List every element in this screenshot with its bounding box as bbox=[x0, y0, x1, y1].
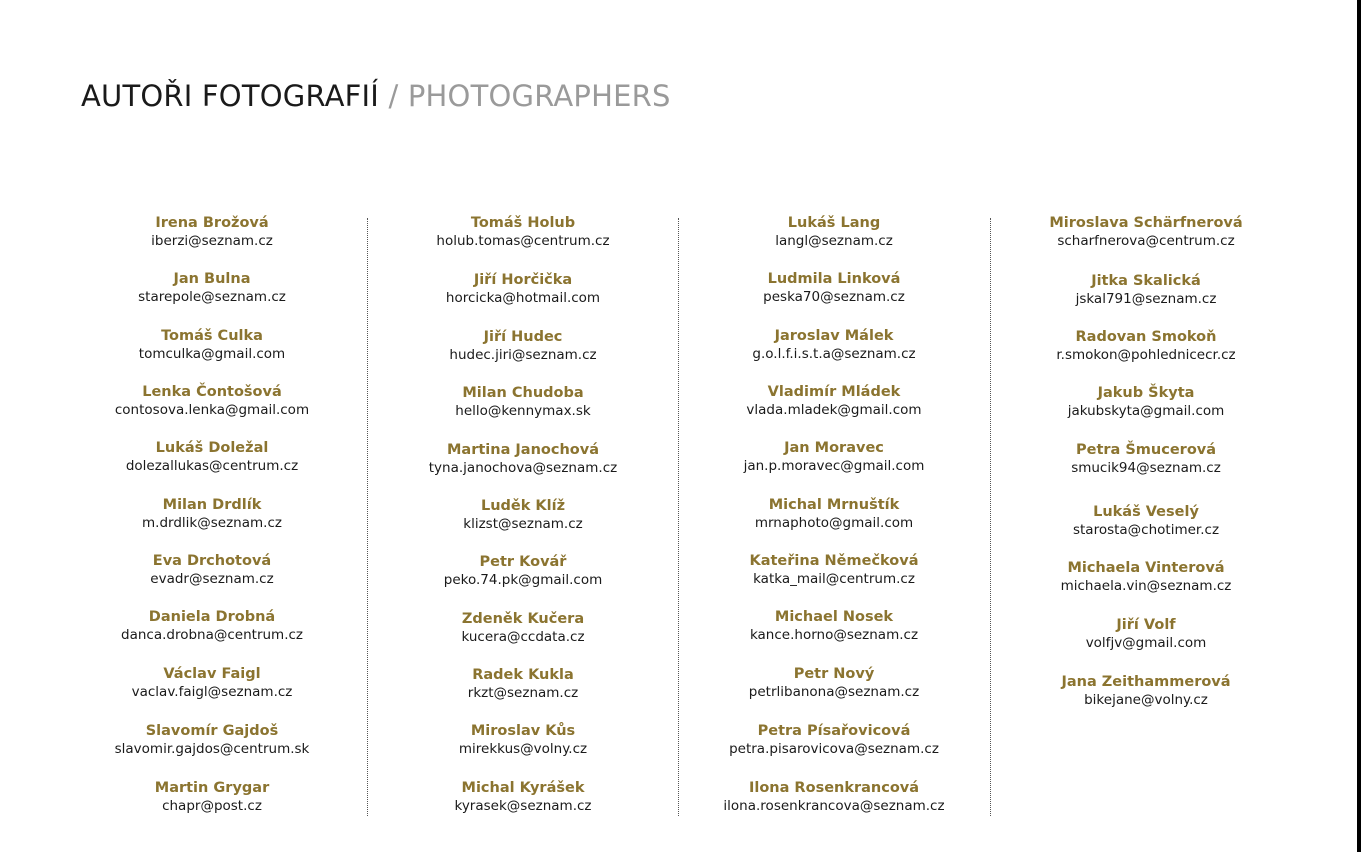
photographer-entry bbox=[996, 271, 1296, 307]
photographer-entry bbox=[373, 721, 673, 757]
photographer-email[interactable]: g.o.l.f.i.s.t.a@seznam.cz bbox=[752, 346, 916, 362]
photographer-name: Jan Moravec bbox=[784, 440, 884, 456]
photographer-name: Lukáš Veselý bbox=[1093, 504, 1199, 520]
photographer-entry bbox=[684, 721, 984, 757]
photographer-name: Radek Kukla bbox=[472, 667, 574, 683]
photographer-email[interactable]: starepole@seznam.cz bbox=[138, 289, 286, 305]
photographer-name: Kateřina Němečková bbox=[749, 553, 919, 569]
photographer-entry bbox=[684, 607, 984, 643]
photographer-email[interactable]: scharfnerova@centrum.cz bbox=[1057, 233, 1235, 249]
photographer-email[interactable]: petra.pisarovicova@seznam.cz bbox=[729, 741, 939, 757]
photographer-name: Michael Nosek bbox=[774, 609, 894, 625]
photographer-entry bbox=[373, 665, 673, 701]
photographer-entry bbox=[373, 327, 673, 363]
photographer-entry bbox=[62, 495, 362, 531]
photographer-email[interactable]: smucik94@seznam.cz bbox=[1071, 460, 1221, 476]
photographer-name: Daniela Drobná bbox=[148, 609, 276, 625]
photographer-email[interactable]: hello@kennymax.sk bbox=[455, 403, 591, 419]
photographer-name: Michaela Vinterová bbox=[1067, 560, 1225, 576]
photographer-email[interactable]: horcicka@hotmail.com bbox=[445, 290, 601, 306]
photographer-email[interactable]: holub.tomas@centrum.cz bbox=[436, 233, 610, 249]
photographer-entry bbox=[62, 269, 362, 305]
photographer-entry bbox=[996, 383, 1296, 419]
photographer-email[interactable]: vaclav.faigl@seznam.cz bbox=[131, 684, 293, 700]
photographer-name: Václav Faigl bbox=[163, 666, 261, 682]
photographer-entry bbox=[373, 778, 673, 814]
photographer-entry bbox=[996, 213, 1296, 249]
photographer-email[interactable]: slavomir.gajdos@centrum.sk bbox=[114, 741, 310, 757]
page-title-separator: / bbox=[379, 79, 408, 113]
photographer-name: Michal Mrnuštík bbox=[768, 497, 900, 513]
photographer-email[interactable]: contosova.lenka@gmail.com bbox=[114, 402, 310, 418]
photographer-name: Petr Nový bbox=[793, 666, 875, 682]
photographer-entry bbox=[684, 269, 984, 305]
photographer-entry bbox=[684, 382, 984, 418]
photographer-name: Jaroslav Málek bbox=[774, 328, 894, 344]
photographer-email[interactable]: bikejane@volny.cz bbox=[1084, 692, 1208, 708]
photographer-entry bbox=[373, 270, 673, 306]
photographer-email[interactable]: evadr@seznam.cz bbox=[150, 571, 274, 587]
photographer-entry bbox=[62, 721, 362, 757]
photographer-email[interactable]: volfjv@gmail.com bbox=[1085, 635, 1207, 651]
photographer-name: Eva Drchotová bbox=[152, 553, 272, 569]
photographer-entry bbox=[684, 326, 984, 362]
column-divider bbox=[678, 218, 679, 816]
photographer-email[interactable]: mrnaphoto@gmail.com bbox=[754, 515, 914, 531]
photographer-email[interactable]: chapr@post.cz bbox=[162, 798, 262, 814]
photographer-email[interactable]: langl@seznam.cz bbox=[775, 233, 893, 249]
photographer-email[interactable]: jan.p.moravec@gmail.com bbox=[743, 458, 925, 474]
photographer-email[interactable]: peko.74.pk@gmail.com bbox=[443, 572, 603, 588]
photographer-email[interactable]: ilona.rosenkrancova@seznam.cz bbox=[723, 798, 945, 814]
photographer-entry bbox=[373, 213, 673, 249]
photographer-email[interactable]: peska70@seznam.cz bbox=[763, 289, 905, 305]
photographer-email[interactable]: kance.horno@seznam.cz bbox=[749, 627, 919, 643]
photographer-entry bbox=[373, 383, 673, 419]
photographer-entry bbox=[996, 502, 1296, 538]
photographer-entry bbox=[684, 495, 984, 531]
photographer-email[interactable]: katka_mail@centrum.cz bbox=[753, 571, 915, 587]
photographer-name: Jakub Škyta bbox=[1097, 385, 1195, 401]
photographer-name: Lenka Čontošová bbox=[142, 384, 282, 400]
photographer-email[interactable]: vlada.mladek@gmail.com bbox=[746, 402, 922, 418]
photographer-entry bbox=[62, 551, 362, 587]
photographer-name: Vladimír Mládek bbox=[767, 384, 901, 400]
photographer-name: Lukáš Doležal bbox=[155, 440, 269, 456]
photographer-entry bbox=[62, 382, 362, 418]
photographer-entry bbox=[684, 438, 984, 474]
photographer-entry bbox=[684, 664, 984, 700]
photographer-email[interactable]: jskal791@seznam.cz bbox=[1075, 291, 1217, 307]
photographer-email[interactable]: iberzi@seznam.cz bbox=[151, 233, 273, 249]
photographer-name: Ilona Rosenkrancová bbox=[748, 780, 920, 796]
photographer-entry bbox=[62, 438, 362, 474]
photographer-name: Milan Chudoba bbox=[462, 385, 584, 401]
photographer-email[interactable]: rkzt@seznam.cz bbox=[467, 685, 579, 701]
photographer-entry bbox=[62, 664, 362, 700]
right-edge-border bbox=[1357, 0, 1361, 852]
photographer-entry bbox=[373, 496, 673, 532]
photographer-entry bbox=[373, 609, 673, 645]
photographer-entry bbox=[996, 327, 1296, 363]
photographer-name: Zdeněk Kučera bbox=[461, 611, 585, 627]
photographer-email[interactable]: m.drdlik@seznam.cz bbox=[142, 515, 282, 531]
column-divider bbox=[367, 218, 368, 816]
photographer-name: Luděk Klíž bbox=[480, 498, 566, 514]
photographer-name: Radovan Smokoň bbox=[1075, 329, 1217, 345]
photographer-email[interactable]: michaela.vin@seznam.cz bbox=[1060, 578, 1232, 594]
photographer-entry bbox=[996, 615, 1296, 651]
photographer-email[interactable]: starosta@chotimer.cz bbox=[1072, 522, 1220, 538]
photographer-entry bbox=[996, 672, 1296, 708]
photographer-entry bbox=[62, 778, 362, 814]
photographer-name: Miroslava Schärfnerová bbox=[1049, 215, 1243, 231]
photographer-email[interactable]: kucera@ccdata.cz bbox=[461, 629, 585, 645]
photographer-entry bbox=[62, 213, 362, 249]
photographer-email[interactable]: jakubskyta@gmail.com bbox=[1067, 403, 1225, 419]
photographer-name: Slavomír Gajdoš bbox=[145, 723, 279, 739]
photographer-entry bbox=[373, 440, 673, 476]
photographer-entry bbox=[996, 558, 1296, 594]
photographer-email[interactable]: petrlibanona@seznam.cz bbox=[748, 684, 920, 700]
photographer-entry bbox=[684, 213, 984, 249]
photographer-name: Lukáš Lang bbox=[787, 215, 881, 231]
photographer-name: Irena Brožová bbox=[155, 215, 269, 231]
photographer-email[interactable]: kyrasek@seznam.cz bbox=[454, 798, 592, 814]
photographer-name: Tomáš Culka bbox=[161, 328, 263, 344]
photographer-entry bbox=[684, 551, 984, 587]
photographer-email[interactable]: tyna.janochova@seznam.cz bbox=[428, 460, 618, 476]
photographer-email[interactable]: mirekkus@volny.cz bbox=[458, 741, 588, 757]
photographer-name: Michal Kyrášek bbox=[461, 780, 585, 796]
photographer-name: Martin Grygar bbox=[154, 780, 270, 796]
photographer-name: Ludmila Linková bbox=[767, 271, 901, 287]
photographer-email[interactable]: hudec.jiri@seznam.cz bbox=[449, 347, 597, 363]
photographer-email[interactable]: danca.drobna@centrum.cz bbox=[121, 627, 303, 643]
photographer-name: Jiří Horčička bbox=[473, 272, 573, 288]
photographer-name: Jitka Skalická bbox=[1091, 273, 1201, 289]
photographer-name: Petr Kovář bbox=[479, 554, 567, 570]
photographer-name: Petra Šmucerová bbox=[1075, 442, 1217, 458]
page-title-main: AUTOŘI FOTOGRAFIÍ bbox=[81, 79, 380, 113]
photographer-email[interactable]: tomculka@gmail.com bbox=[138, 346, 286, 362]
photographer-name: Martina Janochová bbox=[446, 442, 599, 458]
photographer-email[interactable]: dolezallukas@centrum.cz bbox=[125, 458, 299, 474]
column-divider bbox=[990, 218, 991, 816]
photographer-name: Jiří Volf bbox=[1116, 617, 1176, 633]
photographer-name: Milan Drdlík bbox=[162, 497, 262, 513]
photographer-entry bbox=[62, 607, 362, 643]
photographer-entry bbox=[62, 326, 362, 362]
photographer-email[interactable]: r.smokon@pohlednicecr.cz bbox=[1056, 347, 1236, 363]
photographer-name: Jan Bulna bbox=[173, 271, 251, 287]
photographer-entry bbox=[373, 552, 673, 588]
page-title bbox=[81, 76, 671, 116]
photographer-name: Jiří Hudec bbox=[483, 329, 563, 345]
photographer-entry bbox=[996, 440, 1296, 476]
photographer-name: Petra Písařovicová bbox=[757, 723, 911, 739]
photographer-email[interactable]: klizst@seznam.cz bbox=[463, 516, 583, 532]
photographer-name: Miroslav Kůs bbox=[470, 723, 576, 739]
page-title-sub: PHOTOGRAPHERS bbox=[407, 79, 671, 113]
photographer-entry bbox=[684, 778, 984, 814]
photographer-name: Tomáš Holub bbox=[470, 215, 576, 231]
photographer-name: Jana Zeithammerová bbox=[1061, 674, 1231, 690]
